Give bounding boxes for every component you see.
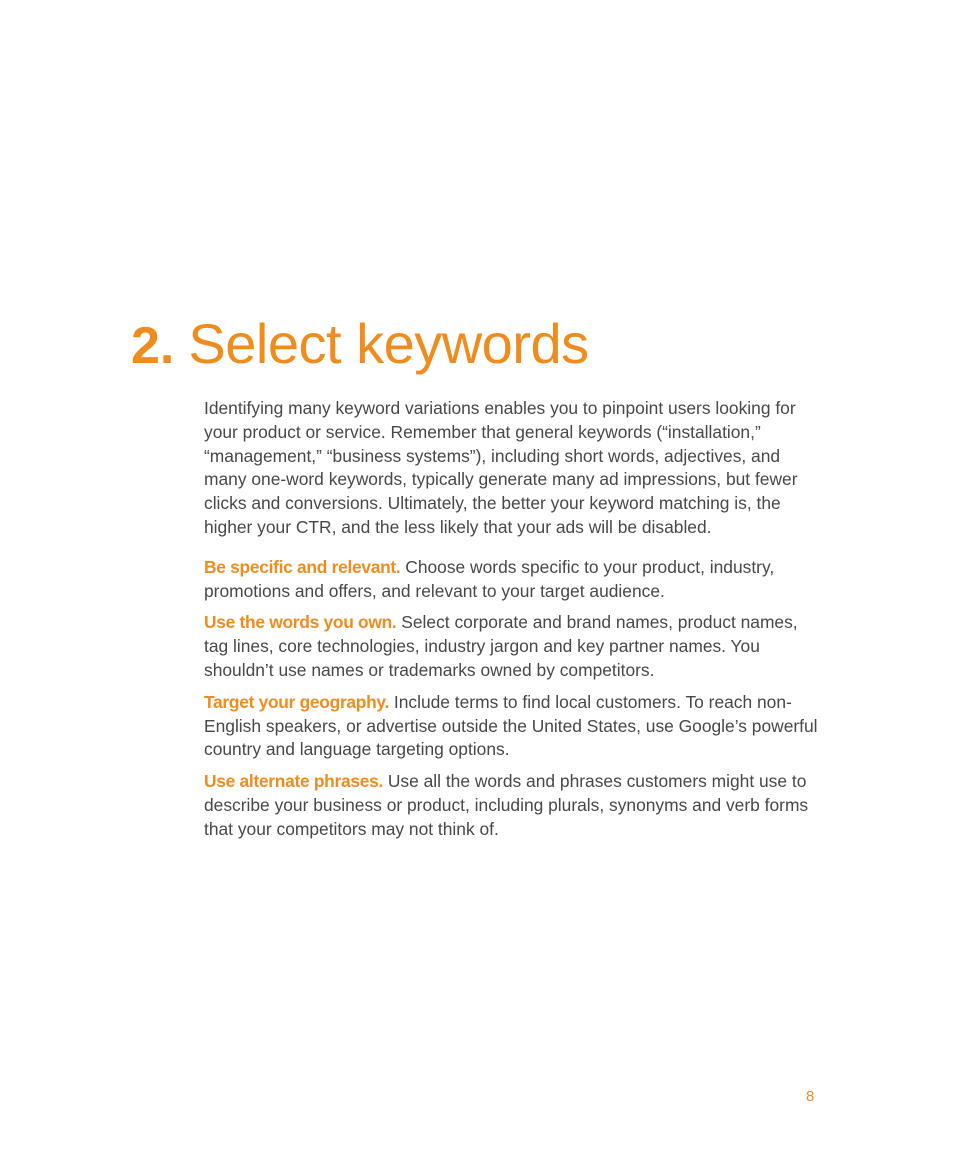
section-title: Select keywords [188,312,589,375]
tip-text: Include terms to find local customers. To reach non-English speakers, or advertise outside the United States, use Google’s powerful country and language targeting options. [204,691,818,760]
intro-paragraph: Identifying many keyword variations enables you to pinpoint users looking for your product or service. Remember that general keywords (“installation,” “management,” “business systems”), including short words, adjectives, and many one-word keywords, typically generate many ad impressions, but fewer clicks and conversions. Ultimately, the better your keyword matching is, the higher your CTR, and the less likely that your ads will be disabled. [204,398,798,537]
tip-text: Use all the words and phrases customers might use to describe your business or product, including plurals, synonyms and verb forms that your competitors may not think of. [204,771,809,839]
tip-paragraph [204,691,822,762]
tip-lead: Use the words you own. [204,612,397,633]
section-body [204,397,822,850]
tip-paragraph [204,770,822,841]
page-number: 8 [806,1088,815,1105]
tip-paragraph [204,611,822,682]
section-heading [131,312,589,375]
tip-lead: Target your geography. [204,691,390,712]
tip-lead: Use alternate phrases. [204,771,383,792]
tip-text: Choose words specific to your product, industry, promotions and offers, and relevant to your target audience. [204,556,775,601]
tip-text: Select corporate and brand names, product names, tag lines, core technologies, industry jargon and key partner names. You shouldn’t use names or trademarks owned by competitors. [204,612,798,680]
tip-lead: Be specific and relevant. [204,556,401,577]
section-number: 2. [131,317,175,375]
tip-paragraph [204,556,822,604]
